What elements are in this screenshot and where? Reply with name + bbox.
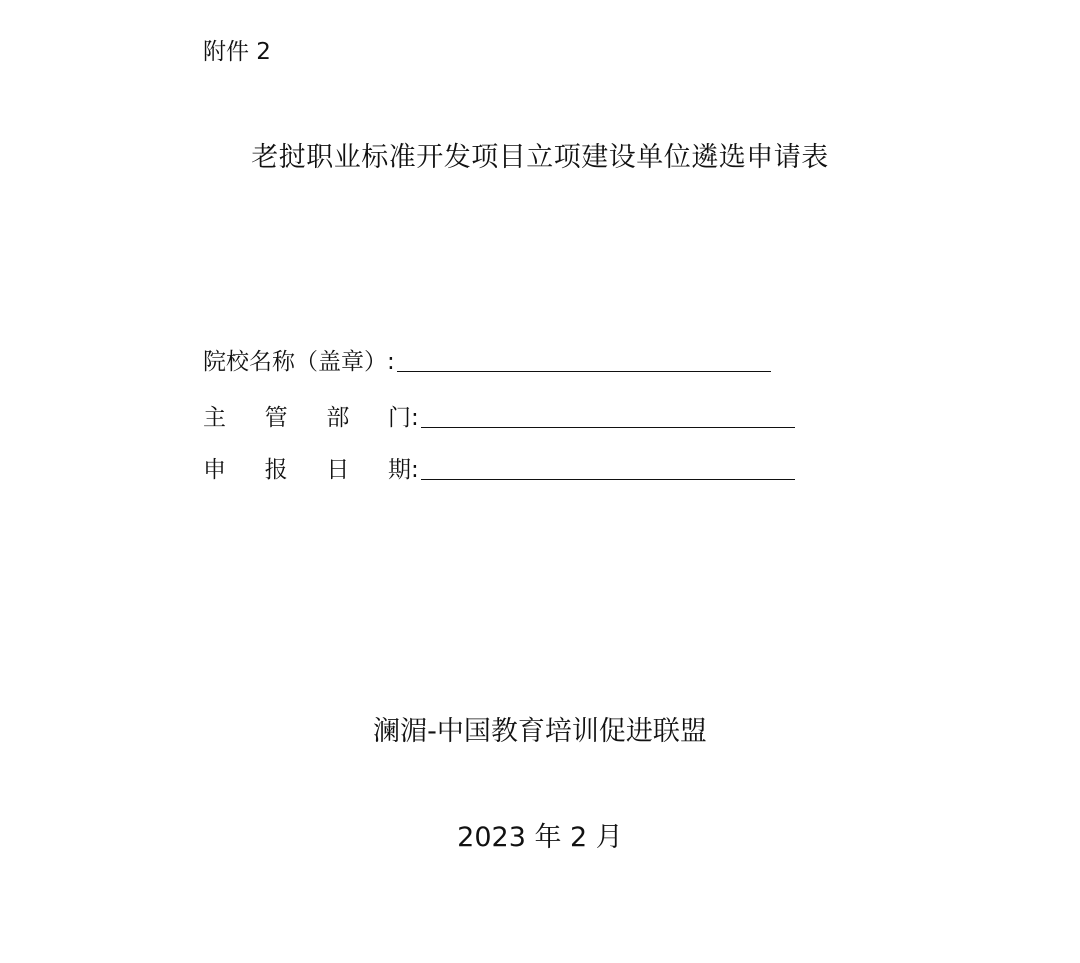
date-label-char-1: 申 <box>203 457 226 483</box>
date-colon: : <box>411 457 419 483</box>
document-date: 2023 年 2 月 <box>457 822 623 853</box>
document-title: 老挝职业标准开发项目立项建设单位遴选申请表 <box>251 142 829 173</box>
department-row <box>203 398 795 434</box>
department-field[interactable] <box>421 397 795 428</box>
organization-name: 澜湄-中国教育培训促进联盟 <box>373 716 707 747</box>
school-name-field[interactable] <box>397 341 771 372</box>
date-label-char-2: 报 <box>264 457 288 483</box>
department-colon: : <box>411 405 419 431</box>
department-label <box>203 402 411 434</box>
attachment-label: 附件 2 <box>203 39 271 65</box>
department-label-char-4: 门 <box>387 405 411 431</box>
school-name-row <box>203 342 771 378</box>
date-field[interactable] <box>421 449 795 480</box>
department-label-char-2: 管 <box>264 405 288 431</box>
date-row <box>203 450 795 486</box>
school-name-label: 院校名称（盖章）: <box>203 349 395 375</box>
department-label-char-3: 部 <box>326 405 350 431</box>
date-label <box>203 454 411 486</box>
date-label-char-3: 日 <box>326 457 350 483</box>
department-label-char-1: 主 <box>203 405 226 431</box>
date-label-char-4: 期 <box>387 457 411 483</box>
